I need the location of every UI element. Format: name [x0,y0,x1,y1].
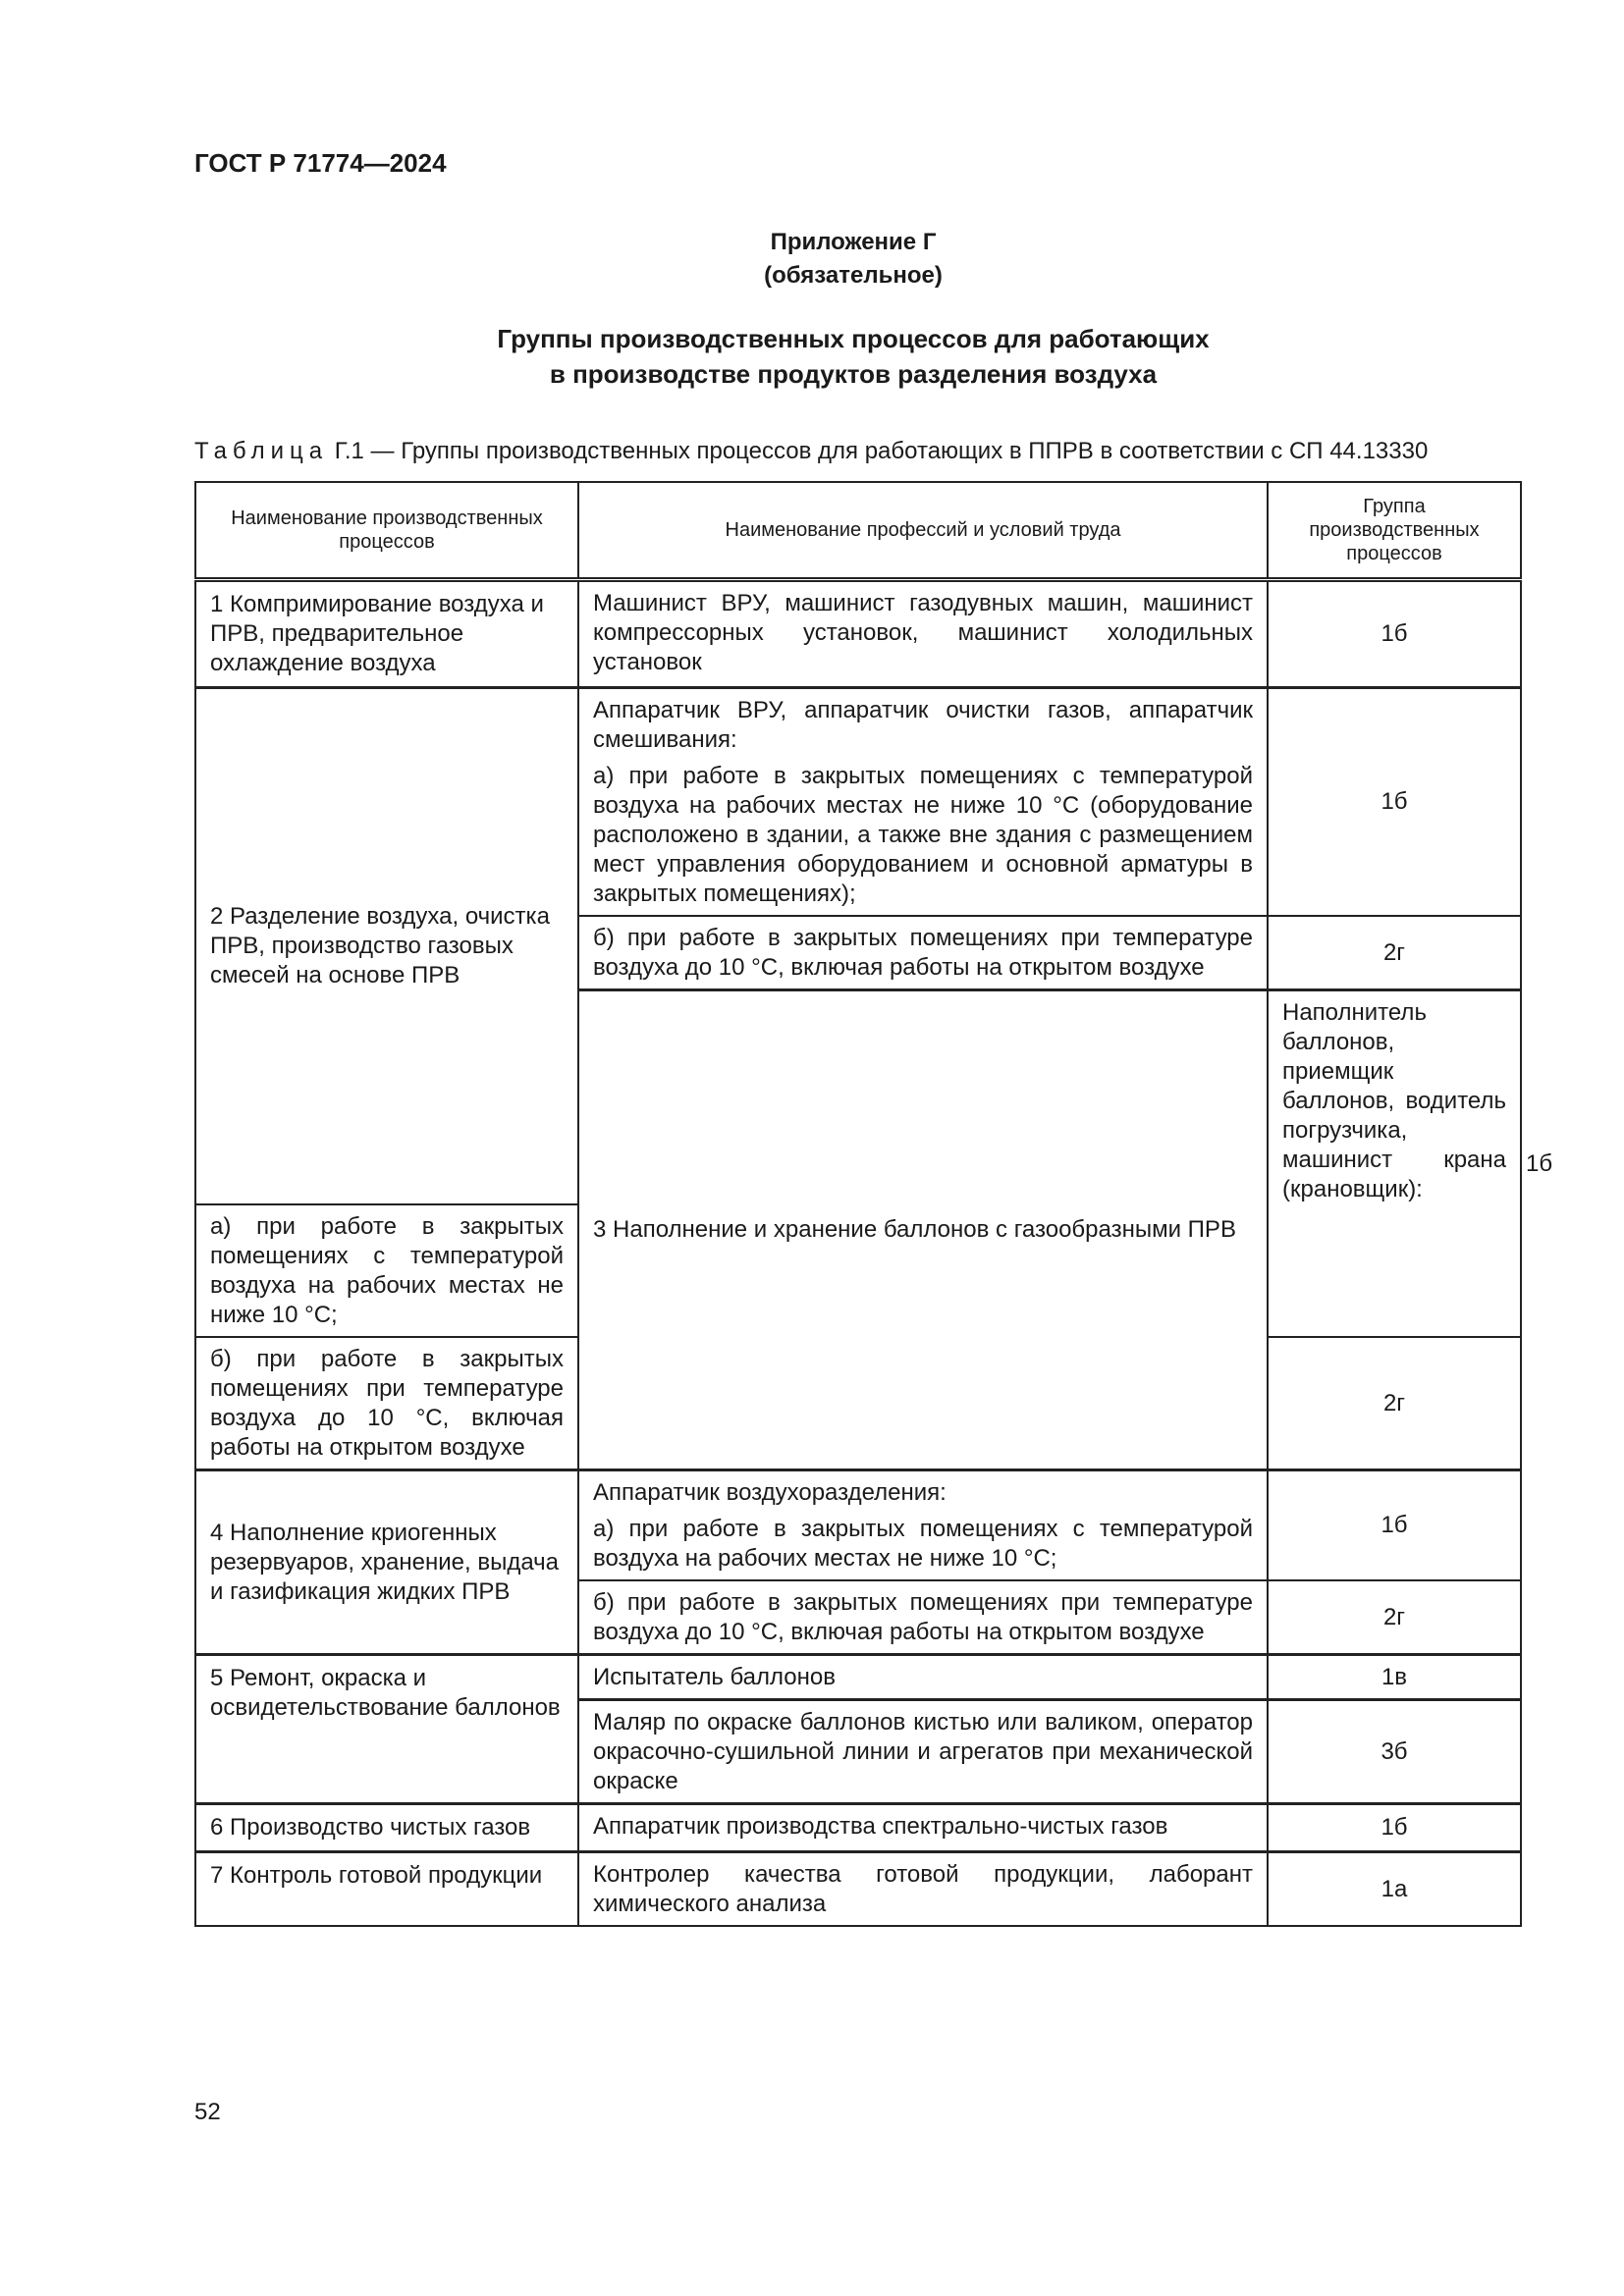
group-cell: 2г [1268,916,1521,990]
table-row [195,688,1521,756]
process-cell: 1 Компримирование воздуха и ПРВ, предварительное охлаждение воздуха [195,580,578,688]
table-row [195,580,1521,688]
heading-line-2: в производстве продуктов разделения воздуха [549,359,1158,389]
process-groups-table [194,481,1553,1927]
group-cell: 1б [1268,1804,1521,1852]
table-caption-text: Г.1 — Группы производственных процессов для работающих в ППРВ в соответствии с СП 44.13330 [334,438,1429,464]
condition-cell: б) при работе в закрытых помещениях при температуре воздуха до 10 °С, включая работы на открытом воздухе [578,916,1268,990]
condition-cell: б) при работе в закрытых помещениях при температуре воздуха до 10 °С, включая работы на открытом воздухе [578,1580,1268,1655]
table-header-row [195,482,1521,580]
table-caption [194,438,1428,465]
group-cell: 1а [1268,1852,1521,1927]
heading-line-1: Группы производственных процессов для работающих [497,324,1210,353]
process-cell: 4 Наполнение криогенных резервуаров, хранение, выдача и газификация жидких ПРВ [195,1470,578,1655]
page-number: 52 [194,2099,221,2125]
process-cell: 2 Разделение воздуха, очистка ПРВ, производство газовых смесей на основе ПРВ [195,688,578,1205]
condition-cell: б) при работе в закрытых помещениях при температуре воздуха до 10 °С, включая работы на открытом воздухе [195,1337,578,1470]
profession-cell: Аппаратчик производства спектрально-чистых газов [578,1804,1268,1852]
group-cell: 1в [1268,1655,1521,1700]
appendix-title-block [0,226,1624,293]
group-cell: 2г [1268,1580,1521,1655]
group-cell: 3б [1268,1700,1521,1804]
profession-intro-cell: Аппаратчик воздухоразделения: [578,1470,1268,1509]
process-cell: 6 Производство чистых газов [195,1804,578,1852]
profession-cell: Контролер качества готовой продукции, лаборант химического анализа [578,1852,1268,1927]
condition-cell: а) при работе в закрытых помещениях с температурой воздуха на рабочих местах не ниже 10 °С; [578,1508,1268,1580]
condition-cell: а) при работе в закрытых помещениях с температурой воздуха на рабочих местах не ниже 10 °С; [195,1204,578,1337]
section-heading [0,321,1624,392]
column-header-profession: Наименование профессий и условий труда [578,482,1268,580]
process-cell: 3 Наполнение и хранение баллонов с газообразными ПРВ [578,990,1268,1470]
table-caption-label: Таблица [194,438,329,464]
process-cell: 5 Ремонт, окраска и освидетельствование баллонов [195,1655,578,1804]
group-cell: 1б [1268,580,1521,688]
group-cell: 1б [1268,1470,1521,1581]
process-cell: 7 Контроль готовой продукции [195,1852,578,1927]
condition-cell: а) при работе в закрытых помещениях с температурой воздуха на рабочих местах не ниже 10 °С (оборудование расположено в здании, а также вне здания с размещением мест управления оборудованием и основной арматуры в закрытых помещениях); [578,755,1268,916]
profession-intro-cell: Аппаратчик ВРУ, аппаратчик очистки газов, аппаратчик смешивания: [578,688,1268,756]
profession-intro-cell: Наполнитель баллонов, приемщик баллонов, водитель погрузчика, машинист крана (крановщик): [1268,990,1521,1205]
group-cell: 1б [1268,688,1521,917]
table-row [195,1852,1521,1927]
table-row [195,1804,1521,1852]
column-header-group: Группа производственных процессов [1268,482,1521,580]
column-header-process: Наименование производственных процессов [195,482,578,580]
group-cell: 2г [1268,1337,1521,1470]
profession-cell: Машинист ВРУ, машинист газодувных машин, машинист компрессорных установок, машинист холодильных установок [578,580,1268,688]
table-row [195,1655,1521,1700]
table-row: 3 Наполнение и хранение баллонов с газообразными ПРВ Наполнитель баллонов, приемщик баллонов, водитель погрузчика, машинист крана (крановщик): 1б [195,990,1521,1205]
document-designation: ГОСТ Р 71774—2024 [194,148,447,178]
table-row [195,1470,1521,1509]
profession-cell: Маляр по окраске баллонов кистью или валиком, оператор окрасочно-сушильной линии и агрегатов при механической окраске [578,1700,1268,1804]
appendix-status: (обязательное) [764,262,943,289]
appendix-title: Приложение Г [770,229,937,255]
profession-cell: Испытатель баллонов [578,1655,1268,1700]
